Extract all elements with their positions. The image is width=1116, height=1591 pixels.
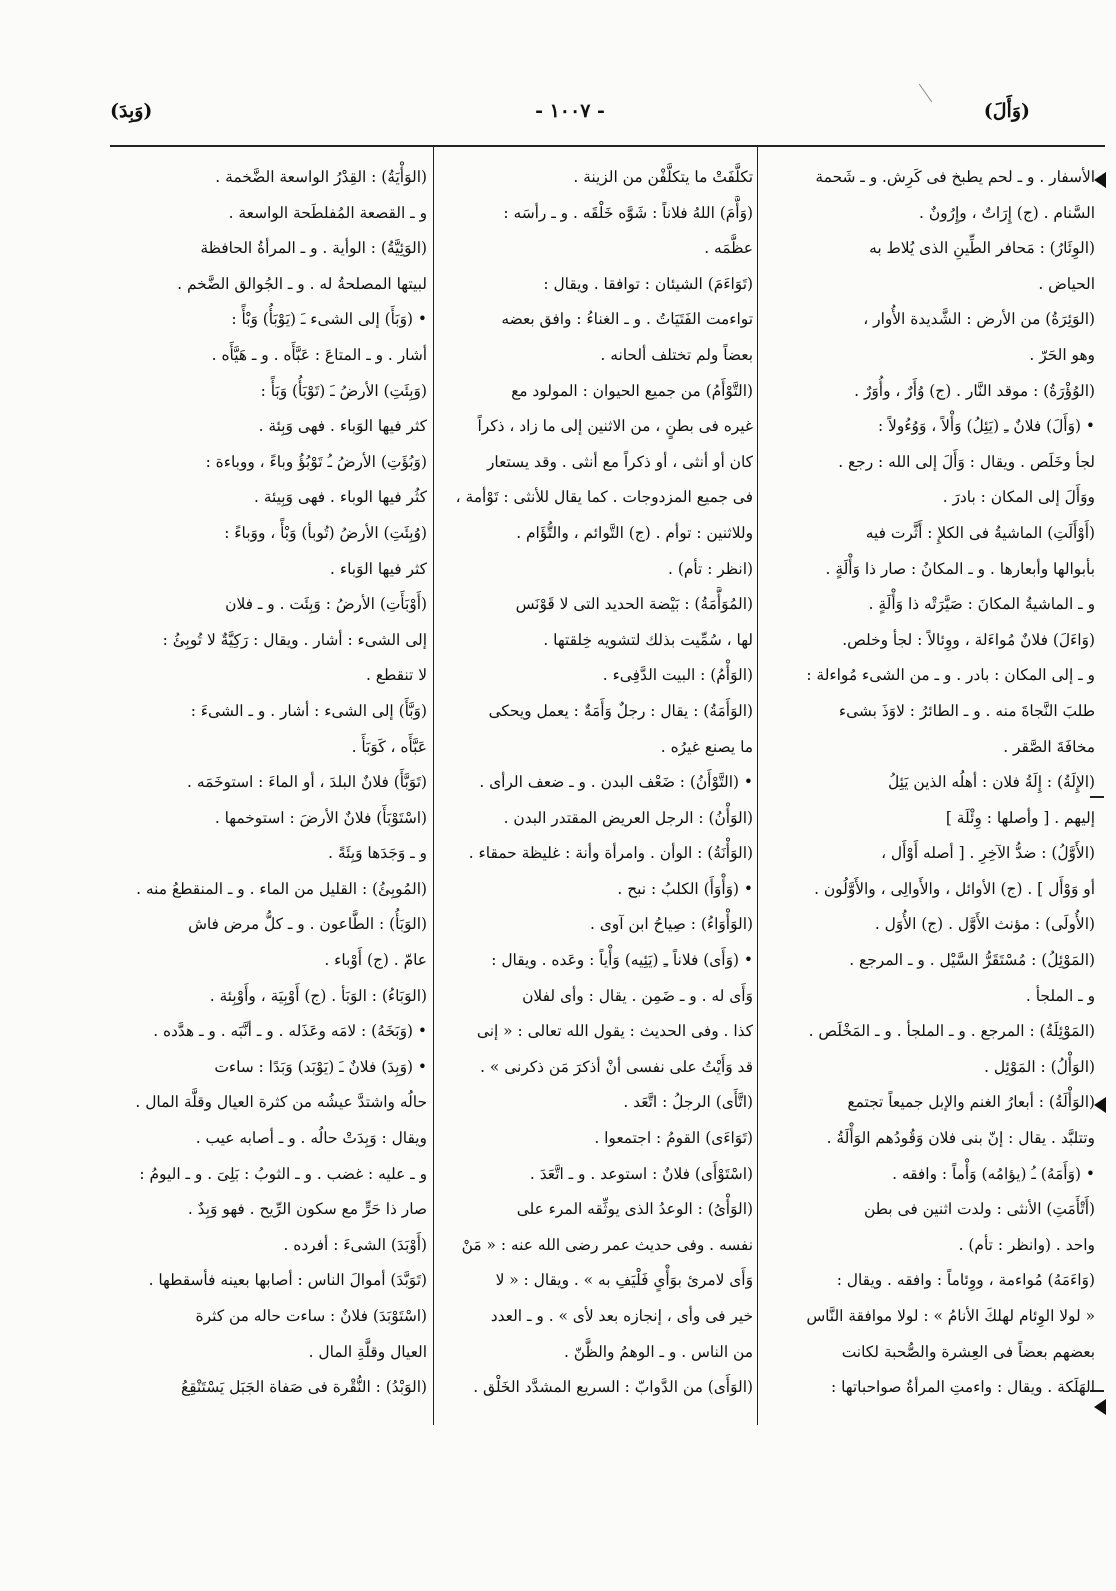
entry-line: (اسْتَوْأَى) فلانٌ : استوعد . و ـ اتَّعَدَ .: [529, 1164, 753, 1183]
entry-line: (الوَبْدُ) : النُّقْرة فى صَفاة الجَبَل يَسْتَنْقِعُ: [180, 1378, 427, 1397]
entry-line: (وَاءَلَ) فلانٌ مُواءَلة ، ووِئالاً : لجأ وخلص.: [842, 630, 1095, 649]
entry-line: وتتلبَّد . يقال : إنّ بنى فلان وَقُودُهم الوَأْلَةُ .: [826, 1129, 1095, 1148]
entry-line: إليهم . [ وأصلها : وِئْلَة ]: [945, 808, 1095, 827]
margin-arrow-marker: [1094, 1399, 1106, 1415]
entry-line: لبيتها المصلحةُ له . و ـ الجُوالق الضَّخم .: [177, 274, 427, 293]
entry-line: (تَوَبَّدَ) أموالَ الناس : أصابها بعينه فأسقطها .: [148, 1271, 427, 1290]
entry-line: عَبَّأَه ، كَوَبَأَ .: [351, 737, 427, 756]
entry-line: (وَبَّأَ) إلى الشىء : أشار . و ـ الشىءَ :: [190, 701, 427, 720]
entry-line: (تَوَاءَمَ) الشيئان : توافقا . ويقال :: [543, 274, 753, 293]
entry-line: و ـ الماشيةُ المكانَ : صَيَّرَتْه ذا وَأْلَةٍ .: [868, 595, 1095, 614]
entry-line: « لولا الوِئام لهلكَ الأنامُ » : لولا موافقة النَّاس: [806, 1307, 1095, 1325]
entry-line: (وَبُؤَتِ) الأرضُ ـُ تَوْبُؤُ وباءً ، ووباءة :: [205, 452, 427, 471]
entry-line: غيره فى بطنٍ ، من الاثنين إلى ما زاد ، ذكراً: [477, 417, 753, 436]
entry-line: (وُبِئَتِ) الأرضُ (تُوبأ) وَبْأً ، ووَباءً :: [224, 523, 427, 542]
entry-line: نفسه . وفى حديث عمر رضى الله عنه : « مَنْ: [461, 1235, 753, 1254]
column-divider-left: [433, 147, 434, 1425]
entry-line: (الوَأْمُ) : البيت الدَّفِىء .: [602, 666, 753, 685]
header-right-keyword: (وَأَلَ): [983, 100, 1030, 122]
entry-line: الحياض .: [1038, 274, 1095, 293]
entry-line: • (وَأَمَهُ) ـُ (يؤامُه) وَأْماً : وافقه .: [892, 1164, 1095, 1183]
entry-line: (الوُؤْرَةُ) : موقد النَّار . (ج) وُأَرٌ ، وأُوَرٌ .: [854, 381, 1095, 400]
entry-line: تكلَّفَتْ ما يتكلَّفْن من الزينة .: [573, 168, 753, 186]
entry-line: فى جميع المزدوجات . كما يقال للأنثى : تَوْأمة ،: [455, 488, 753, 507]
entry-line: ويقال : وَبِدَتْ حالُه . و ـ أصابه عيب .: [195, 1129, 427, 1148]
entry-line: (وَاءَمَهُ) مُواءمة ، ووِئاماً : وافقه . ويقال :: [836, 1271, 1095, 1290]
entry-line: لجأ وخَلَص . ويقال : وَأَلَ إلى الله : رجع .: [838, 452, 1095, 471]
column-middle: [441, 160, 753, 1406]
entry-line: وَأَى له . و ـ ضَمِن . يقال : وأى لفلان: [522, 986, 753, 1005]
entry-line: • (وَبَخَهُ) : لامَه وعَذَله . و ـ أنَّبَه . و ـ هدَّده .: [153, 1022, 427, 1041]
entry-line: • (وَأَى) فلاناً ـِ (يَئِيه) وَأْياً : وعَده . ويقال :: [491, 951, 753, 970]
entry-line: (اسْتَوْبَأَ) فلانٌ الأرضَ : استوخمها .: [214, 808, 427, 827]
entry-line: خير فى وأى ، إنجازه بعد لأى » . و ـ العدد: [490, 1307, 753, 1325]
entry-line: (وَأَّمَ) اللهُ فلاناً : شَوَّه خَلْقَه . و ـ رأسَه :: [503, 203, 753, 222]
entry-line: حالُه واشتدَّ عيشُه من كثرة العيال وقلَّة المال .: [135, 1093, 427, 1112]
entry-line: الأسفار . و ـ لحم يطبخ فى كَرِش. و ـ شَحمة: [815, 168, 1095, 186]
entry-line: و ـ عليه : غضب . و ـ الثوبُ : بَلِىَ . و ـ اليومُ :: [139, 1164, 427, 1183]
entry-line: كثر فيها الوَباء . فهى وَبِئة .: [258, 417, 427, 436]
entry-line: قد وَأَيْتُ على نفسى أنْ أذكرَ مَن ذكرنى » .: [480, 1057, 753, 1076]
entry-line: (المَوْئِلَةُ) : المرجع . و ـ الملجأ . و ـ المَخْلَص .: [808, 1022, 1095, 1041]
entry-line: و ـ إلى المكان : بادر . و ـ من الشىء مُواءلة :: [806, 666, 1095, 685]
entry-line: (تَوَاءَى) القومُ : اجتمعوا .: [594, 1129, 753, 1148]
entry-line: (أَوْأَلَتِ) الماشيةُ فى الكلإِ : أَثَّرت فيه: [865, 523, 1095, 542]
entry-line: (المَوْئِلُ) : مُسْتَقَرُّ السَّيْل . و ـ المرجع .: [849, 951, 1095, 970]
entry-line: وَأَى لامرئ بوَأْىٍ فَلْيَفِ به » . ويقال : « لا: [495, 1271, 753, 1290]
entry-line: عامّ . (ج) أَوْباء .: [324, 951, 427, 970]
entry-line: (أَوْبَدَ) الشىءَ : أفرده .: [283, 1235, 427, 1254]
entry-line: (المُوبِئُ) : القليل من الماء . و ـ المنقطعُ منه .: [136, 879, 427, 898]
entry-line: (اتَّأَى) الرجلُ : اتَّعَد .: [623, 1093, 753, 1112]
entry-line: (الوَأْنُ) : الرجل العريض المقتدر البدن .: [503, 808, 753, 827]
entry-line: (الوَأْوَاءُ) : صِياحُ ابن آوى .: [589, 915, 753, 934]
entry-line: كان أو أنثى ، أو ذكراً مع أنثى . وقد يستعار: [486, 452, 753, 471]
page-header: [110, 100, 1030, 140]
header-rule: [110, 145, 1105, 147]
entry-line: تواءمت الفَتَيَاتُ . و ـ الغناءُ : وافق بعضه: [501, 310, 753, 329]
entry-line: العيال وقلَّةِ المال .: [308, 1342, 427, 1361]
entry-line: كذا . وفى الحديث : يقول الله تعالى : « إنى: [476, 1022, 753, 1041]
page-number: - ١٠٠٧ -: [535, 100, 605, 122]
entry-line: كثر فيها الوَباء .: [330, 559, 427, 578]
margin-arrow-marker: [1094, 1097, 1106, 1113]
entry-line: (الأَوَّلُ) : ضدُّ الآخِرِ . [ أصله أَوْأَل ،: [881, 844, 1095, 863]
entry-line: و ـ القصعة المُفلطَحة الواسعة .: [228, 203, 427, 222]
entry-line: عظَّمَه .: [704, 239, 753, 258]
entry-line: واحد . (وانظر : تأم) .: [958, 1235, 1095, 1254]
entry-line: (اسْتَوْبَدَ) فلانٌ : ساءت حاله من كثرة: [195, 1307, 427, 1325]
entry-line: لا تنقطع .: [366, 666, 427, 685]
entry-line: (الوَأْنَةُ) : الوأن . وامرأة وأنة : غليظة حمقاء .: [468, 844, 753, 863]
entry-line: • (وَأْوَأَ) الكلبُ : نبح .: [617, 879, 753, 898]
entry-line: بعضاً ولم تختلف ألحانه .: [600, 345, 753, 364]
entry-line: (الوَئِرَةُ) من الأرض : الشَّديدة الأُوار ،: [863, 310, 1095, 329]
entry-line: (وَبِئَتِ) الأرضُ ـَ (تَوْبَأُ) وَبَأً :: [260, 381, 427, 400]
entry-line: (الوَئِيَّةُ) : الوأية . و ـ المرأةُ الحافظة: [200, 239, 427, 258]
entry-line: السَّنام . (ج) إِرَاتٌ ، وإِرُونٌ .: [919, 203, 1095, 222]
margin-arrow-marker: [1094, 172, 1106, 188]
entry-line: (الوَأْيَةُ) : القِدْرُ الواسعة الضَّخمة .: [215, 168, 427, 186]
entry-line: صار ذا حَرٍّ مع سكون الرِّيح . فهو وَبِدٌ .: [187, 1200, 427, 1219]
column-left: [114, 160, 427, 1406]
entry-line: مخافَةَ الصَّقر .: [1003, 737, 1095, 756]
entry-line: وهو الحَرّ .: [1029, 345, 1095, 364]
entry-line: (الوَأْلُ) : المَوْئِل .: [984, 1057, 1095, 1076]
entry-line: و ـ وَجَدَها وَبِئَةً .: [328, 844, 427, 863]
entry-line: (تَوَبَّأَ) فلانٌ البلدَ ، أو الماءَ : استوخَمَه .: [187, 773, 427, 792]
header-left-keyword: (وَبِدَ): [110, 100, 153, 122]
entry-line: لها ، سُمِّيت بذلك لتشويه خِلقتها .: [543, 630, 753, 649]
entry-line: (أَتْأَمَتِ) الأنثى : ولدت اثنين فى بطن: [863, 1200, 1095, 1219]
entry-line: طلبَ النَّجاةَ منه . و ـ الطائرُ : لاوَذَ بشىء: [838, 701, 1095, 720]
entry-line: (انظر : تأم) .: [668, 559, 753, 578]
entry-line: (المُوَأَّمَةُ) : بَيْضة الحديد التى لا قَوْنَس: [515, 595, 753, 614]
entry-line: (الوَأْىُ) : الوعدُ الذى يوثِّقه المرء على: [516, 1200, 753, 1219]
entry-line: بأبوالها وأبعارها . و ـ المكانُ : صار ذا وَأْلَةٍ .: [825, 559, 1095, 578]
entry-line: (الوِئَارُ) : مَحافر الطِّينِ الذى يُلاط به: [869, 239, 1095, 258]
entry-line: (الوَأْلَةُ) : أبعارُ الغنم والإبل جميعاً تجتمع: [847, 1093, 1095, 1112]
entry-line: (الوَبَاءُ) : الوَبَأ . (ج) أَوْبِيَة ، وأَوْبِئة .: [209, 986, 427, 1005]
entry-line: (الوَأَمَةُ) : يقال : رجلٌ وَأَمَةٌ : يعمل ويحكى: [488, 701, 753, 720]
entry-line: ما يصنع غيرُه .: [660, 737, 753, 756]
entry-line: كثُر فيها الوباء . فهى وَبِيئة .: [253, 488, 427, 507]
entry-line: الهَلَكة . ويقال : واءمتِ المرأةُ صواحباتها :: [831, 1378, 1095, 1397]
entry-line: (التَّوْأَمُ) من جميع الحيوان : المولود مع: [511, 381, 753, 400]
entry-line: • (وَبِدَ) فلانٌ ـَ (يَوْبَد) وَبَدًا : ساءت: [214, 1057, 427, 1076]
entry-line: ووَأَلَ إلى المكان : بادرَ .: [942, 488, 1095, 507]
entry-line: (الوَأَى) من الدَّوابّ : السريع المشدَّد الخَلْق .: [473, 1378, 753, 1397]
entry-line: بعضهم بعضاً فى العِشرة والصُّحبة لكانت: [841, 1342, 1095, 1361]
entry-line: إلى الشىء : أشار . ويقال : رَكِيَّةٌ لا تُوبِئُ :: [162, 630, 427, 649]
entry-line: وللاثنين : توأم . (ج) التَّوائم ، والتُّؤَام .: [516, 523, 753, 542]
entry-line: و ـ الملجأ .: [1025, 986, 1095, 1005]
entry-line: (الوَبَأُ) : الطَّاعون . و ـ كلُّ مرض فاش: [188, 915, 427, 934]
entry-line: أو وَوْأَل ] . (ج) الأوائل ، والأَوالِى ، والأَوَّلُون .: [814, 879, 1095, 898]
entry-line: أشار . و ـ المتاعَ : عَبَّأَه . و ـ هَيَّأَه .: [211, 345, 427, 364]
entry-line: (الأُولَى) : مؤنث الأَوَّل . (ج) الأُوَل .: [874, 915, 1095, 934]
entry-line: (الإِلَةُ) : إِلَةُ فلان : أهلُه الذين يَئِلُ: [887, 773, 1095, 792]
entry-line: • (التَّوْأَنُ) : ضَعْف البدن . و ـ ضعف الرأى .: [479, 773, 753, 792]
entry-line: (أَوْبَأَتِ) الأرضُ : وَبِئَت . و ـ فلان: [225, 595, 427, 614]
entry-line: • (وَأَلَ) فلانٌ ـِ (يَئِلُ) وَأْلاً ، وَوُءُولاً :: [877, 417, 1095, 436]
entry-line: • (وَبَأَ) إلى الشىء ـَ (يَوْبَأُ) وَبْأً :: [231, 310, 427, 329]
entry-line: من الناس . و ـ الوهمُ والظَّنّ .: [563, 1342, 753, 1361]
column-divider-right: [757, 147, 758, 1425]
column-right: [765, 160, 1095, 1406]
